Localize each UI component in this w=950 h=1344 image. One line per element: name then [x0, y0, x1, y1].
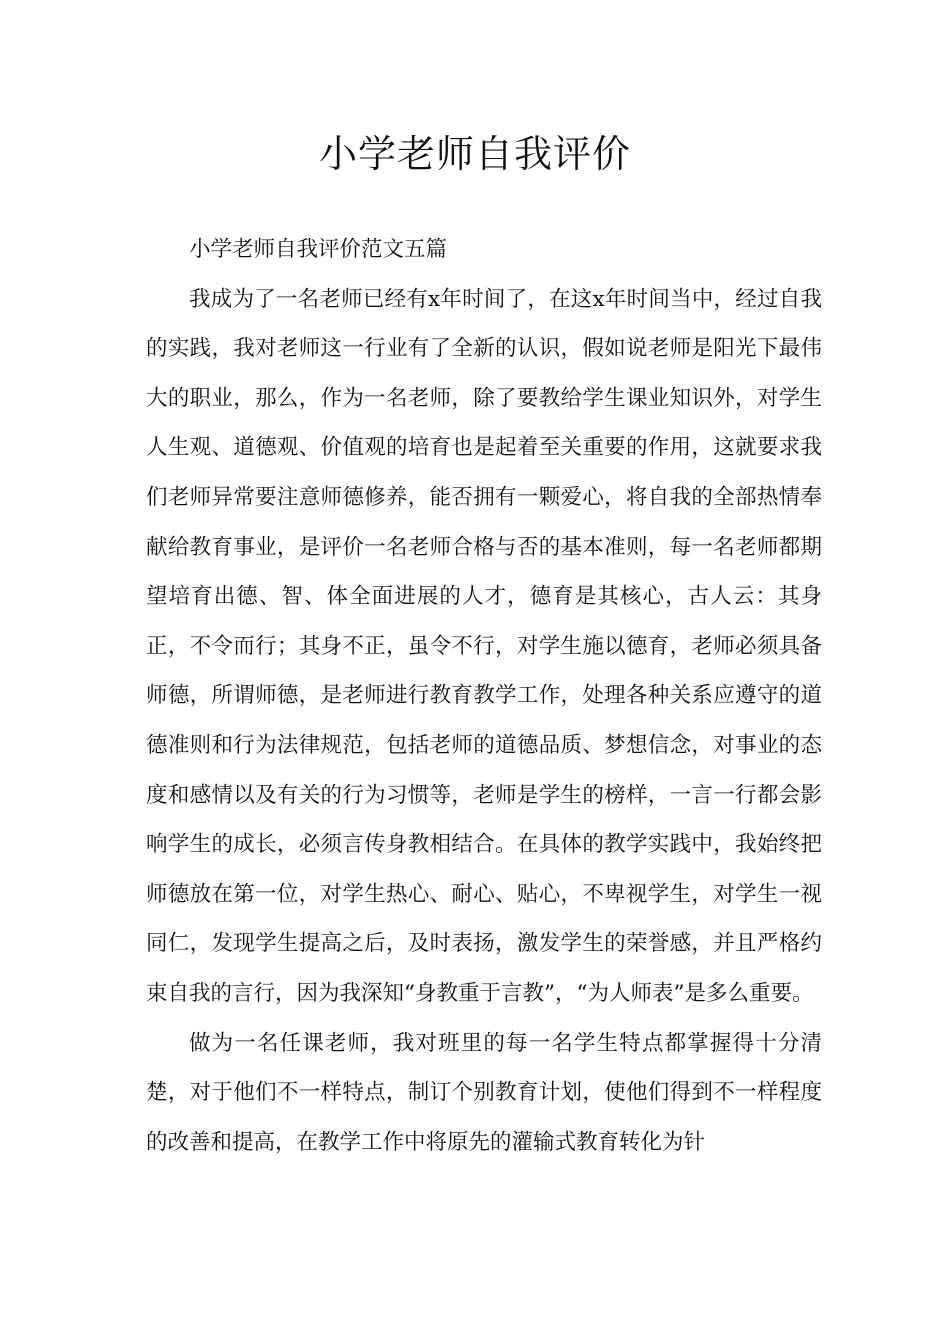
document-body: [146, 225, 822, 1167]
paragraph-2: 做为一名任课老师，我对班里的每一名学生特点都掌握得十分清楚，对于他们不一样特点，制订个别教育计划，使他们得到不一样程度的改善和提高，在教学工作中将原先的灌输式教育转化为针: [146, 1030, 822, 1155]
paragraph-1: 我成为了一名老师已经有x年时间了，在这x年时间当中，经过自我的实践，我对老师这一行业有了全新的认识，假如说老师是阳光下最伟大的职业，那么，作为一名老师，除了要教给学生课业知识外，对学生人生观、道德观、价值观的培育也是起着至关重要的作用，这就要求我们老师异常要注意师德修养，能否拥有一颗爱心，将自我的全部热情奉献给教育事业，是评价一名老师合格与否的基本准则，每一名老师都期望培育出德、智、体全面进展的人才，德育是其核心，古人云：其身正，不令而行；其身不正，虽令不行，对学生施以德育，老师必须具备师德，所谓师德，是老师进行教育教学工作，处理各种关系应遵守的道德准则和行为法律规范，包括老师的道德品质、梦想信念，对事业的态度和感情以及有关的行为习惯等，老师是学生的榜样，一言一行都会影响学生的成长，必须言传身教相结合。在具体的教学实践中，我始终把师德放在第一位，对学生热心、耐心、贴心，不卑视学生，对学生一视同仁，发现学生提高之后，及时表扬，激发学生的荣誉感，并且严格约束自我的言行，因为我深知“身教重于言教”，“为人师表”是多么重要。: [146, 286, 822, 1006]
page-title: 小学老师自我评价: [318, 132, 631, 176]
paragraph-subtitle: 小学老师自我评价范文五篇: [189, 237, 448, 262]
